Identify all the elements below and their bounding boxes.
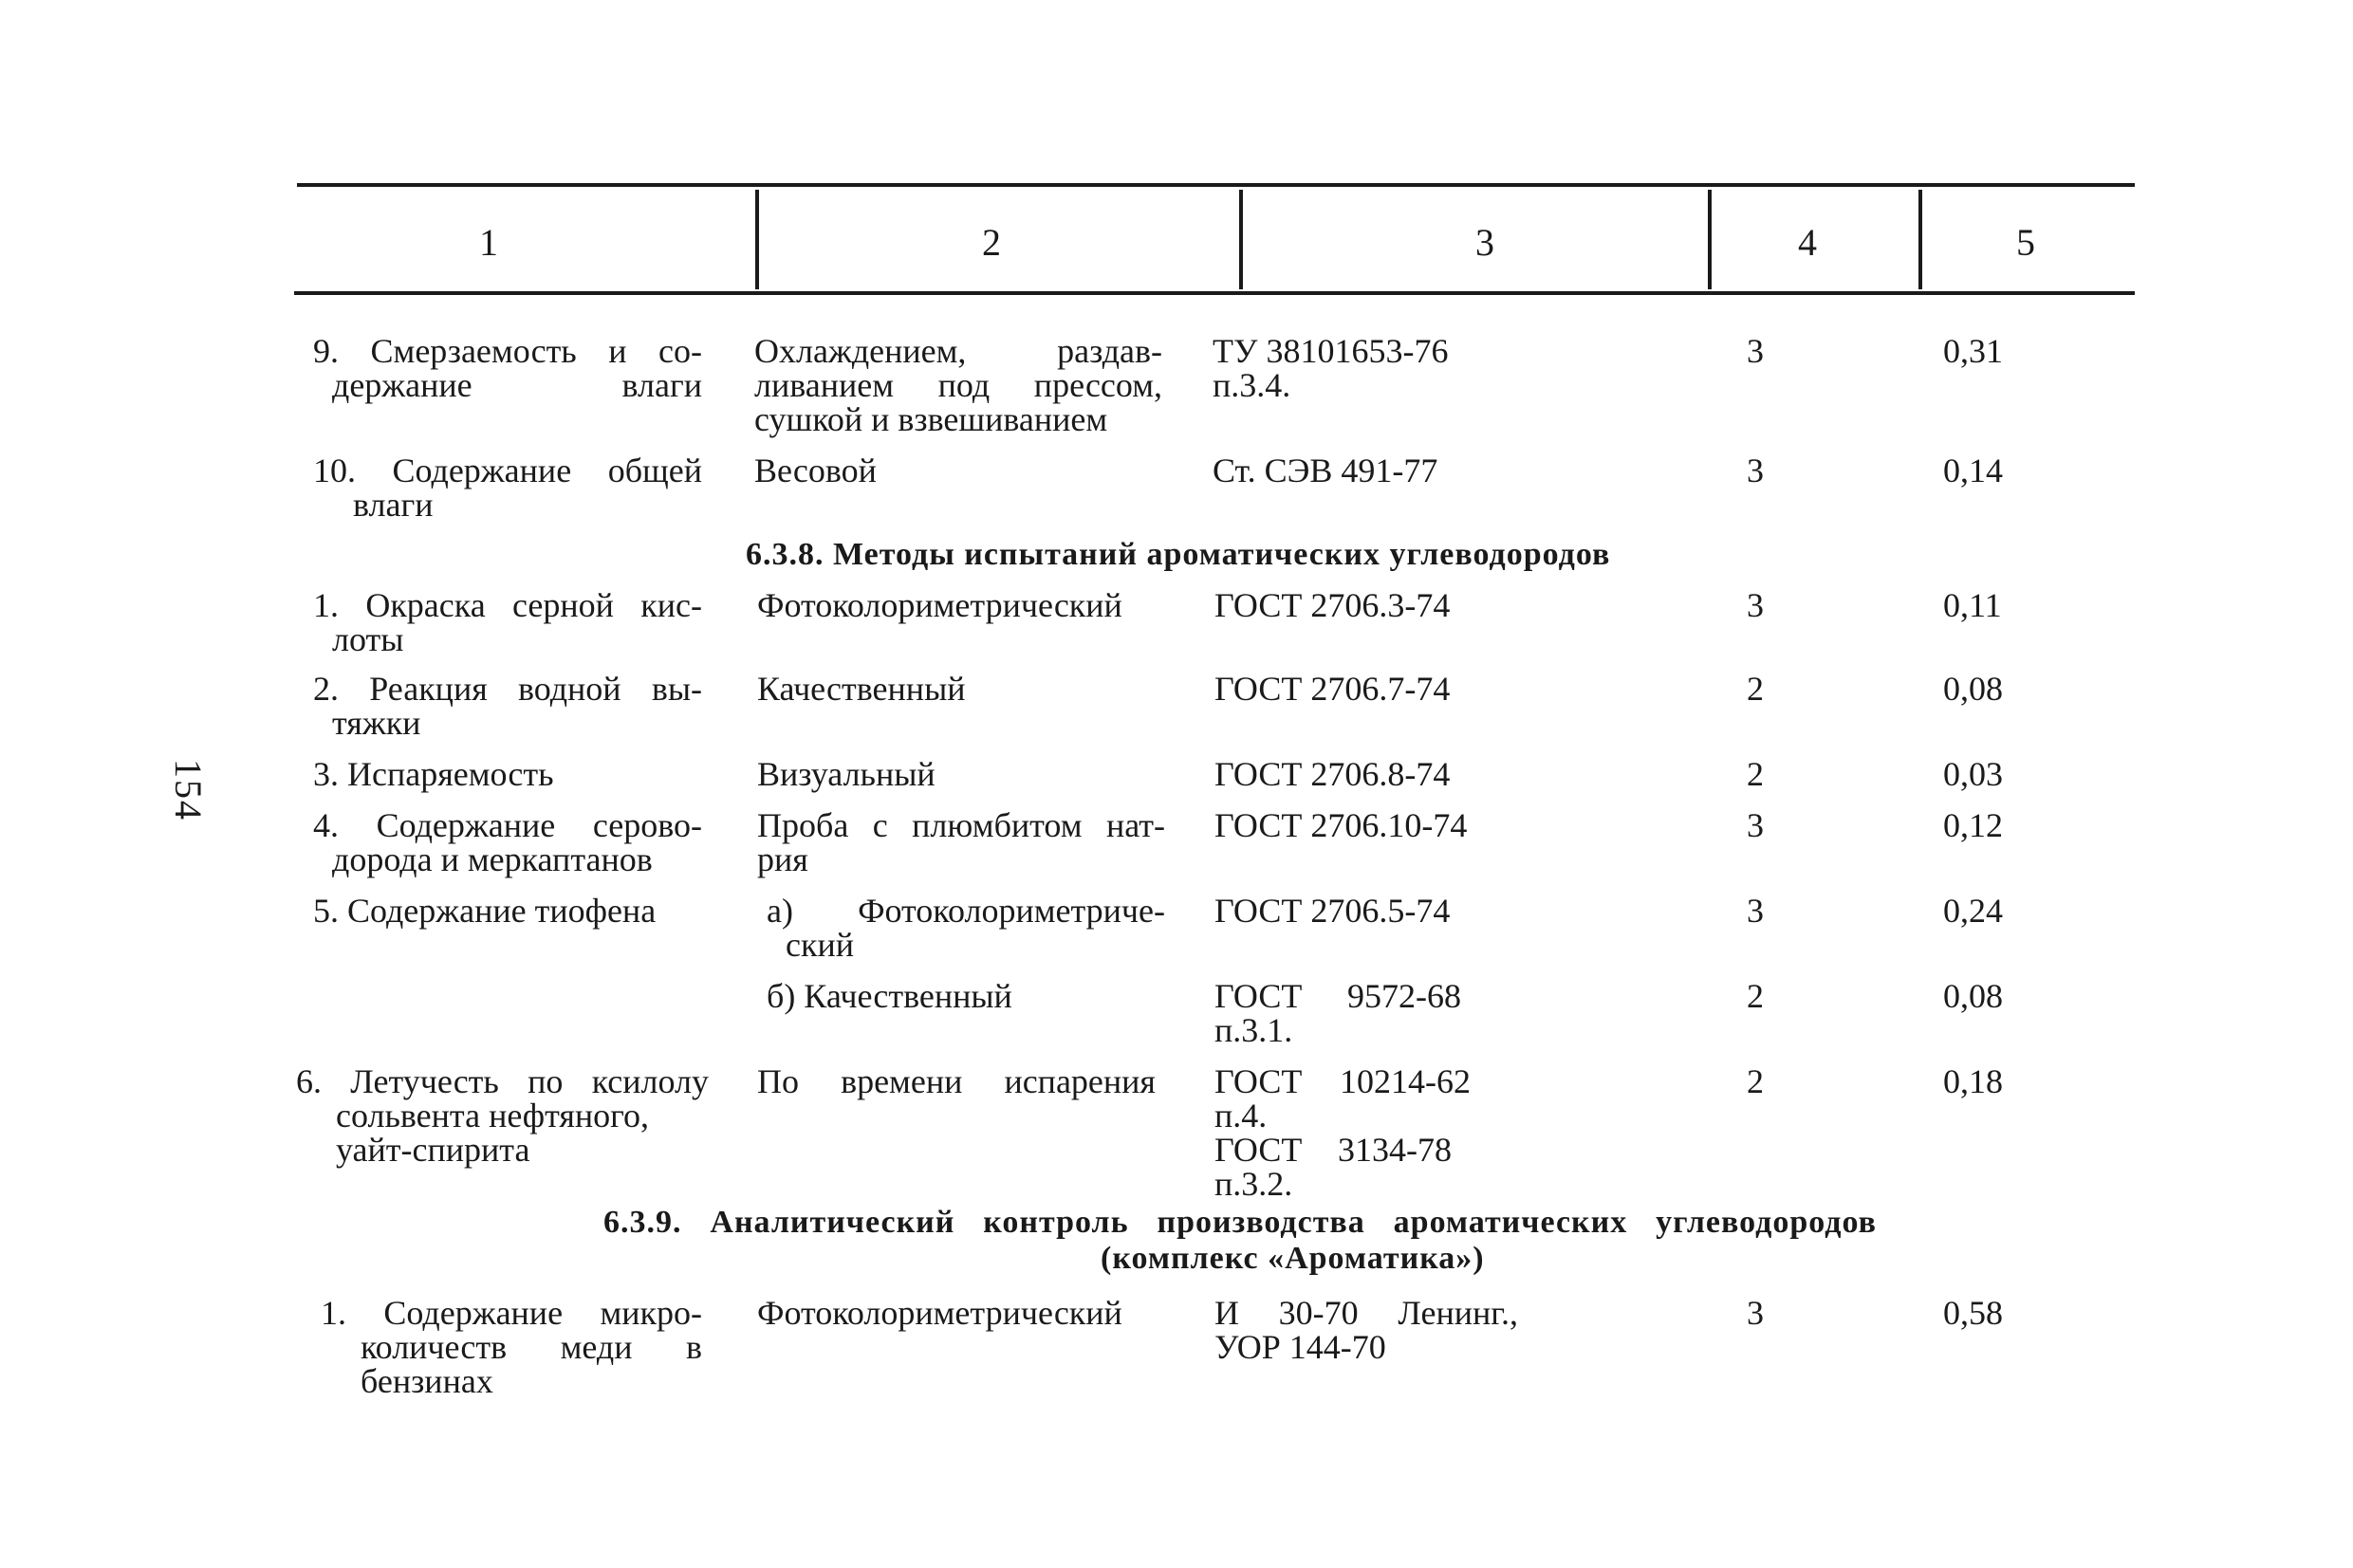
column-divider <box>1708 190 1712 289</box>
row-col4: 3 <box>1747 1294 1764 1332</box>
row-name <box>296 1064 709 1167</box>
row-document-line: п.3.1. <box>1214 1011 1293 1049</box>
row-col4: 3 <box>1747 806 1764 844</box>
row-col4: 2 <box>1747 670 1764 708</box>
column-header-2: 2 <box>982 221 1001 264</box>
page-number: 154 <box>167 759 210 821</box>
row-method-line: ский <box>786 926 854 964</box>
row-name-line: тяжки <box>332 704 421 742</box>
row-document: Ст. СЭВ 491-77 <box>1213 452 1438 489</box>
row-name-line: 2. Реакция водной вы- <box>313 670 702 708</box>
row-document: ГОСТ 2706.8-74 <box>1214 755 1451 793</box>
row-col4: 2 <box>1747 755 1764 793</box>
row-method-line: Охлаждением, раздав- <box>754 332 1162 370</box>
row-method: Качественный <box>757 670 966 708</box>
column-divider <box>1239 190 1243 289</box>
column-header-3: 3 <box>1475 221 1494 264</box>
row-col4: 2 <box>1747 1062 1764 1100</box>
row-col5: 0,18 <box>1943 1062 2003 1100</box>
row-name-line: 6. Летучесть по ксилолу <box>296 1062 709 1100</box>
row-name <box>321 1296 702 1398</box>
row-method: Фотоколориметрический <box>757 586 1122 624</box>
row-method-line: Проба с плюмбитом нат- <box>757 806 1165 844</box>
section-heading-6-3-9-subtitle: (комплекс «Ароматика») <box>1101 1241 1485 1276</box>
row-method-line: рия <box>757 840 808 878</box>
row-document: ГОСТ 2706.10-74 <box>1214 806 1468 844</box>
row-document-line: И 30-70 Ленинг., <box>1214 1294 1518 1332</box>
row-document: ГОСТ 2706.3-74 <box>1214 586 1451 624</box>
row-name-line: держание влаги <box>332 366 702 404</box>
row-method-line: а) Фотоколориметриче- <box>767 892 1165 930</box>
row-document <box>1214 1296 1518 1364</box>
column-header-5: 5 <box>2016 221 2035 264</box>
row-document-line: ГОСТ 10214-62 <box>1214 1062 1471 1100</box>
row-method <box>767 894 1165 962</box>
row-name-line: дорода и меркаптанов <box>332 840 653 878</box>
row-document <box>1214 1064 1471 1201</box>
row-name-line: сольвента нефтяного, <box>336 1097 650 1134</box>
row-method-line: По времени испарения <box>757 1062 1156 1100</box>
row-col4: 3 <box>1747 892 1764 930</box>
row-method-line: сушкой и взвешиванием <box>754 400 1108 438</box>
row-name-line: 1. Окраска серной кис- <box>313 586 702 624</box>
row-name-line: лоты <box>332 620 404 658</box>
row-col5: 0,03 <box>1943 755 2003 793</box>
row-name-line: влаги <box>353 486 434 524</box>
row-name-line: 4. Содержание серово- <box>313 806 702 844</box>
row-document-line: п.4. <box>1214 1097 1268 1134</box>
row-method <box>757 808 1165 876</box>
row-method-line: ливанием под прессом, <box>754 366 1162 404</box>
row-document-line: ГОСТ 3134-78 <box>1214 1131 1452 1169</box>
row-name <box>313 334 702 402</box>
row-method <box>757 1064 1156 1098</box>
row-document-line: ГОСТ 9572-68 <box>1214 977 1461 1015</box>
row-col4: 2 <box>1747 977 1764 1015</box>
row-col4: 3 <box>1747 452 1764 489</box>
row-name: 3. Испаряемость <box>313 755 554 793</box>
row-name <box>313 672 702 740</box>
row-name <box>313 453 702 522</box>
row-name <box>313 808 702 876</box>
row-document <box>1213 334 1448 402</box>
row-method: Визуальный <box>757 755 936 793</box>
row-col5: 0,11 <box>1943 586 2002 624</box>
column-header-4: 4 <box>1798 221 1817 264</box>
row-col5: 0,58 <box>1943 1294 2003 1332</box>
row-name <box>313 588 702 656</box>
row-document: ГОСТ 2706.5-74 <box>1214 892 1451 930</box>
table-header-rule <box>294 291 2135 295</box>
row-col4: 3 <box>1747 586 1764 624</box>
row-name-line: 9. Смерзаемость и со- <box>313 332 702 370</box>
row-name: 5. Содержание тиофена <box>313 892 657 930</box>
row-method: Фотоколориметрический <box>757 1294 1122 1332</box>
row-name-line: количеств меди в <box>361 1328 702 1366</box>
row-document: ГОСТ 2706.7-74 <box>1214 670 1451 708</box>
row-document-line: п.3.4. <box>1213 366 1291 404</box>
row-col5: 0,08 <box>1943 670 2003 708</box>
section-heading-6-3-9: 6.3.9. Аналитический контроль производства ароматических углеводородов <box>603 1205 1877 1240</box>
row-document <box>1214 979 1461 1047</box>
row-method: б) Качественный <box>767 977 1012 1015</box>
row-document-line: ТУ 38101653-76 <box>1213 332 1449 370</box>
row-col5: 0,08 <box>1943 977 2003 1015</box>
column-header-1: 1 <box>479 221 498 264</box>
row-name-line: 1. Содержание микро- <box>321 1294 702 1332</box>
section-heading-6-3-8: 6.3.8. Методы испытаний ароматических углеводородов <box>746 537 1611 572</box>
row-col5: 0,31 <box>1943 332 2003 370</box>
row-name-line: 10. Содержание общей <box>313 452 702 489</box>
column-divider <box>755 190 759 289</box>
row-col4: 3 <box>1747 332 1764 370</box>
row-col5: 0,12 <box>1943 806 2003 844</box>
row-document-line: п.3.2. <box>1214 1165 1293 1203</box>
row-document-line: УОР 144-70 <box>1214 1328 1386 1366</box>
row-col5: 0,14 <box>1943 452 2003 489</box>
table-top-rule <box>297 183 2135 187</box>
row-col5: 0,24 <box>1943 892 2003 930</box>
row-method <box>754 334 1162 436</box>
row-name-line: бензинах <box>361 1362 493 1400</box>
row-method: Весовой <box>754 452 877 489</box>
row-name-line: уайт-спирита <box>336 1131 530 1169</box>
column-divider <box>1918 190 1922 289</box>
